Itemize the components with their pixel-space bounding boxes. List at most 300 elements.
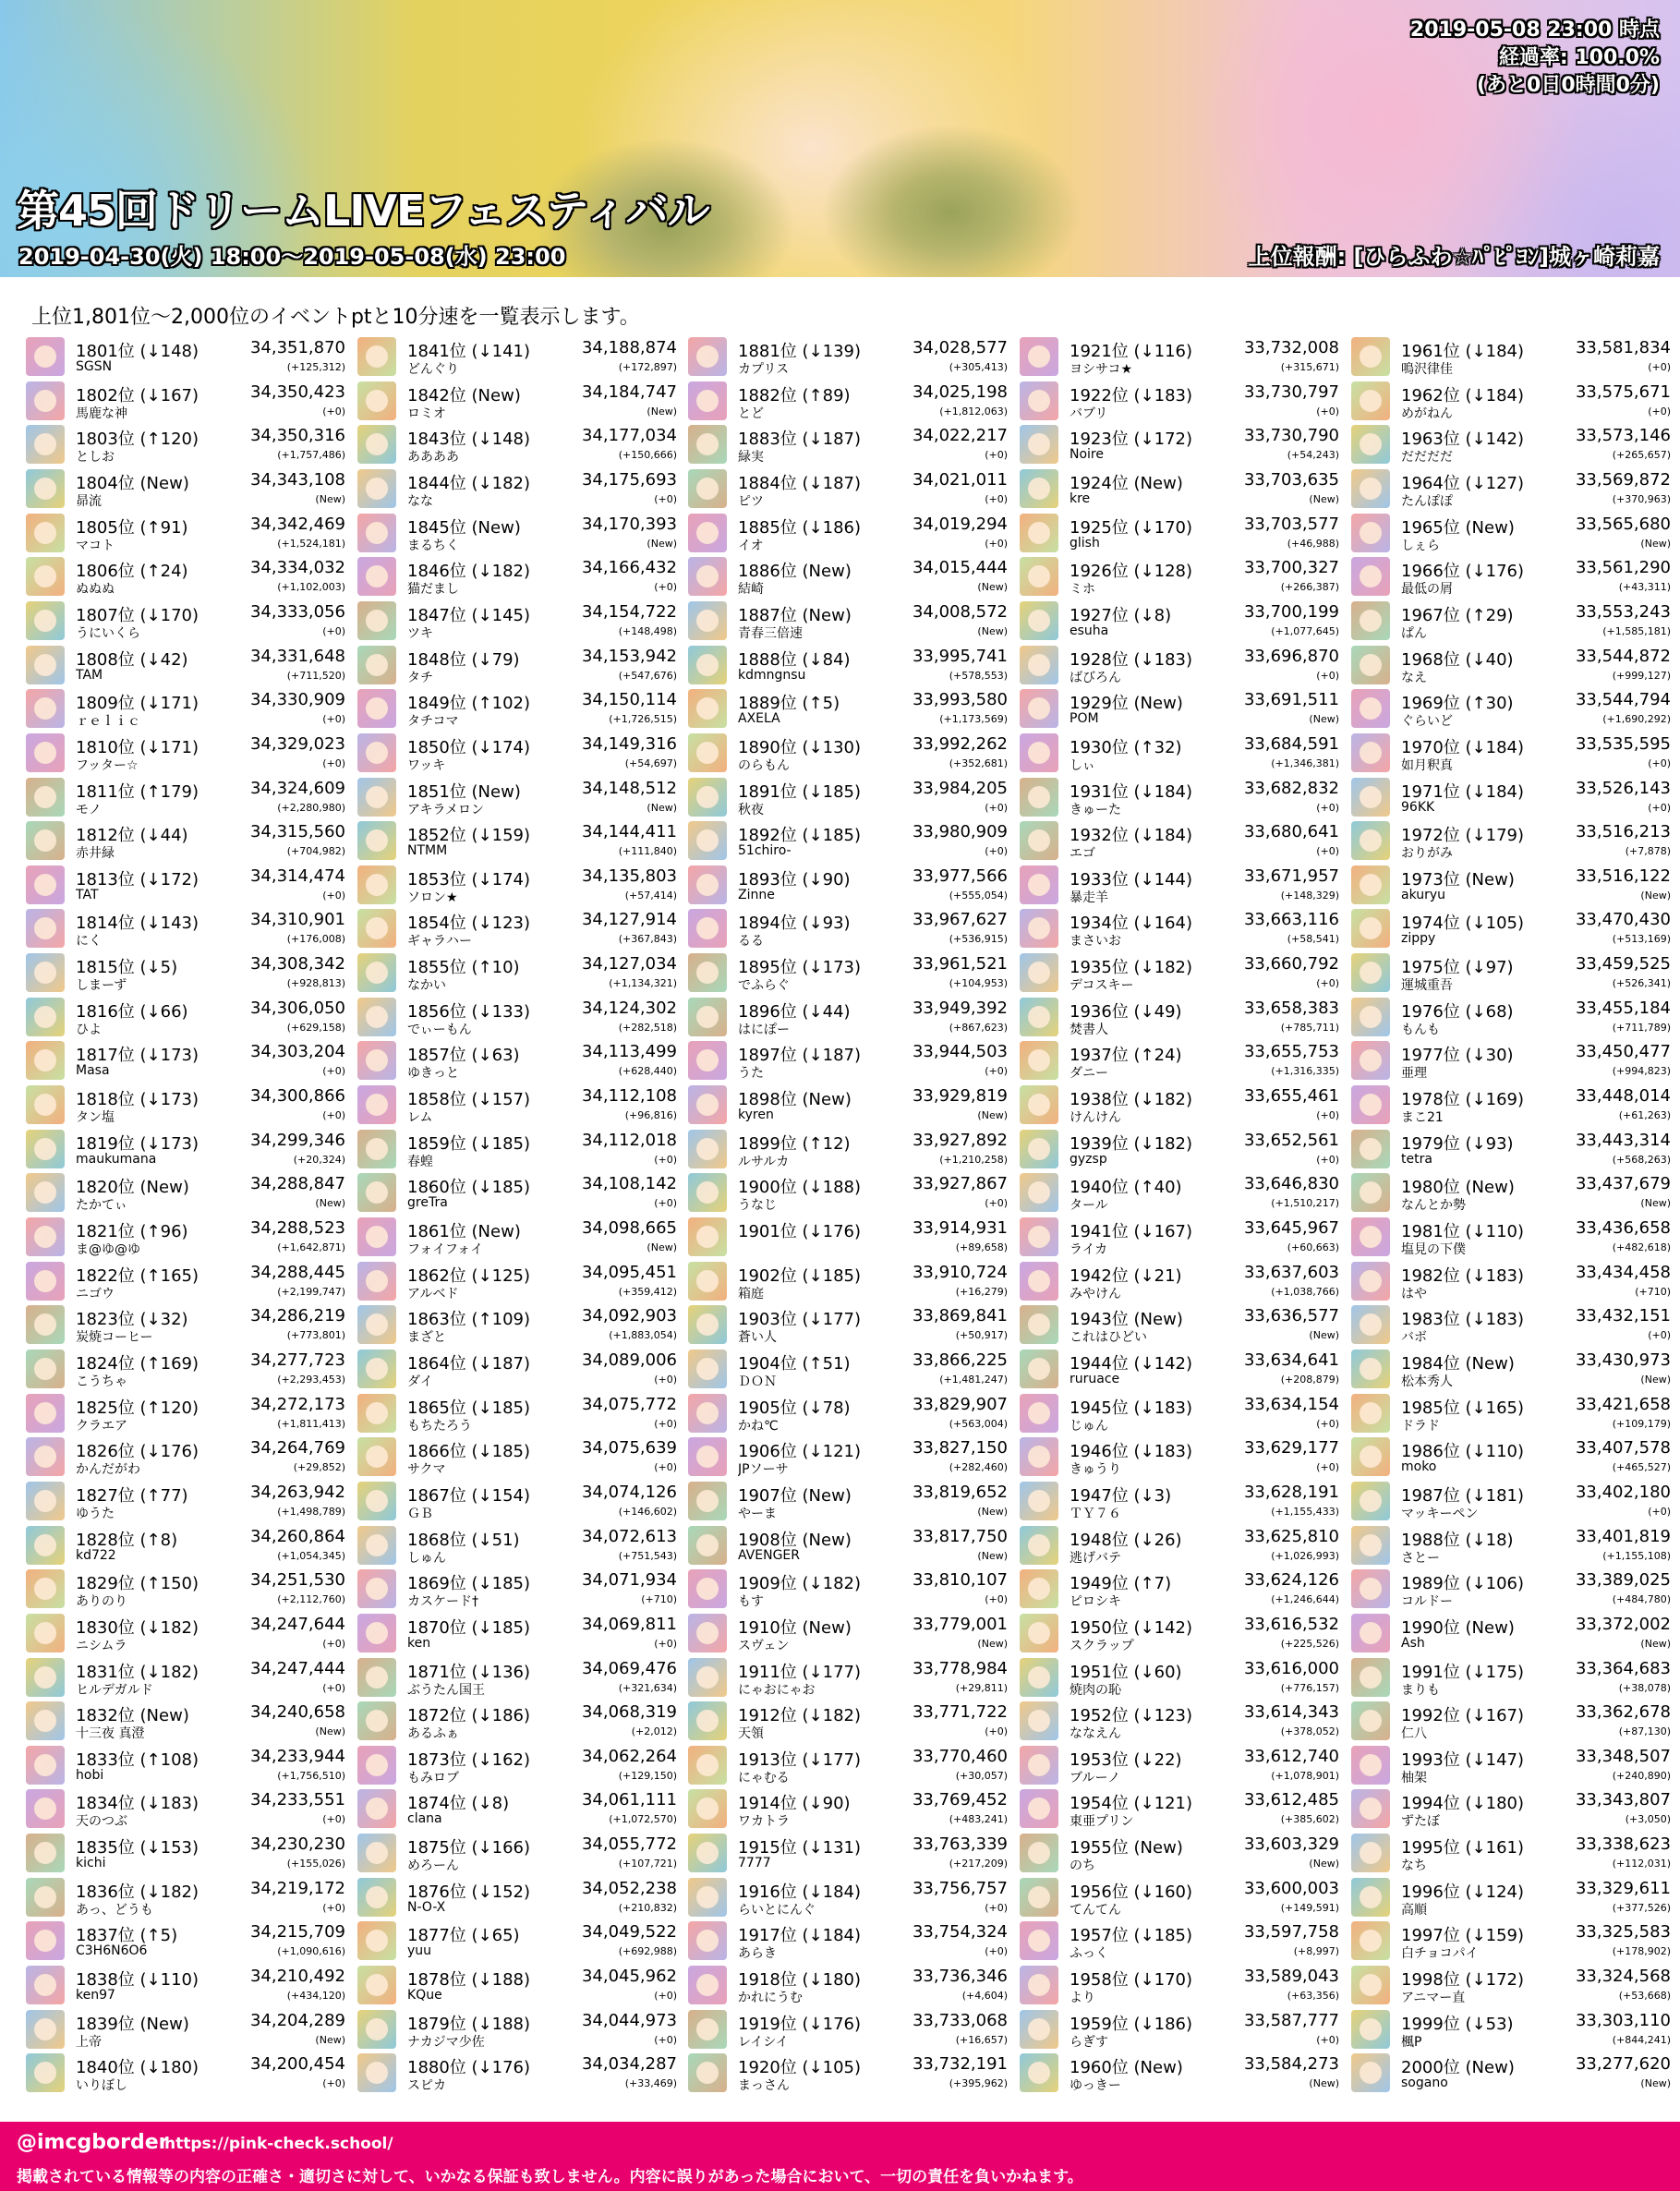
player-name: さとー bbox=[1401, 1551, 1440, 1566]
player-name: カスケード† bbox=[407, 1594, 478, 1609]
rank-label: 1813位 (↓172) bbox=[76, 870, 199, 890]
event-points: 33,684,591 bbox=[1243, 734, 1339, 754]
rank-label: 1863位 (↑109) bbox=[407, 1310, 531, 1329]
idol-avatar-icon bbox=[1351, 1130, 1390, 1168]
player-name: ブルーノ bbox=[1070, 1771, 1121, 1785]
ranking-entry bbox=[688, 511, 1008, 554]
idol-avatar-icon bbox=[1020, 909, 1058, 948]
event-points: 33,967,627 bbox=[912, 910, 1008, 929]
timestamp: 2019-05-08 23:00 時点 bbox=[1409, 18, 1660, 42]
rank-label: 1811位 (↑179) bbox=[76, 782, 199, 802]
rank-label: 1814位 (↓143) bbox=[76, 914, 199, 933]
rank-label: 1914位 (↓90) bbox=[738, 1794, 851, 1813]
event-points: 34,124,302 bbox=[581, 999, 677, 1018]
ranking-entry bbox=[1351, 1567, 1671, 1610]
ten-minute-speed: (+172,897) bbox=[618, 361, 677, 373]
ranking-entry bbox=[688, 599, 1008, 642]
rank-label: 1932位 (↓184) bbox=[1070, 826, 1193, 845]
ten-minute-speed: (+54,243) bbox=[1287, 449, 1339, 461]
ranking-entry bbox=[26, 379, 345, 422]
ranking-entry bbox=[688, 1743, 1008, 1786]
event-points: 34,310,901 bbox=[249, 910, 345, 929]
player-name: たかてぃ bbox=[76, 1198, 127, 1213]
rank-label: 1820位 (New) bbox=[76, 1178, 189, 1197]
idol-avatar-icon bbox=[1351, 1921, 1390, 1960]
ranking-entry bbox=[26, 1786, 345, 1830]
ten-minute-speed: (+0) bbox=[654, 1638, 677, 1650]
rank-label: 1922位 (↓183) bbox=[1070, 386, 1193, 406]
player-name: なな bbox=[407, 494, 433, 509]
event-points: 34,308,342 bbox=[249, 954, 345, 974]
ranking-entry bbox=[26, 1963, 345, 2006]
ranking-entry bbox=[688, 1170, 1008, 1214]
ranking-entry bbox=[1351, 1743, 1671, 1786]
rank-label: 1872位 (↓186) bbox=[407, 1706, 531, 1725]
event-points: 34,177,034 bbox=[581, 426, 677, 445]
rank-label: 1963位 (↓142) bbox=[1401, 430, 1525, 449]
rank-label: 1806位 (↑24) bbox=[76, 562, 188, 581]
event-points: 33,980,909 bbox=[912, 822, 1008, 841]
player-name: ヒルデガルド bbox=[76, 1683, 153, 1698]
ranking-entry bbox=[688, 1479, 1008, 1522]
event-points: 33,584,273 bbox=[1243, 2054, 1339, 2074]
rank-label: 1950位 (↓142) bbox=[1070, 1618, 1193, 1638]
idol-avatar-icon bbox=[688, 778, 727, 817]
header-banner bbox=[0, 0, 1680, 277]
idol-avatar-icon bbox=[688, 1217, 727, 1256]
rank-label: 1935位 (↓182) bbox=[1070, 958, 1193, 977]
event-points: 33,434,458 bbox=[1575, 1263, 1671, 1282]
player-name: ぶうたん国王 bbox=[407, 1683, 485, 1698]
ten-minute-speed: (+2,199,747) bbox=[277, 1286, 345, 1298]
ten-minute-speed: (+1,173,569) bbox=[939, 713, 1008, 725]
ranking-entry bbox=[26, 1434, 345, 1478]
ranking-entry bbox=[1351, 1523, 1671, 1567]
player-name: gyzsp bbox=[1070, 1152, 1107, 1167]
rank-label: 1804位 (New) bbox=[76, 474, 189, 493]
rank-label: 1868位 (↓51) bbox=[407, 1531, 520, 1550]
player-name: もみロブ bbox=[407, 1771, 459, 1785]
player-name: ワカトラ bbox=[738, 1814, 790, 1829]
event-points: 33,819,652 bbox=[912, 1483, 1008, 1502]
ranking-entry bbox=[1351, 906, 1671, 950]
ten-minute-speed: (+1,585,181) bbox=[1602, 625, 1671, 637]
event-points: 34,233,551 bbox=[249, 1790, 345, 1810]
rank-label: 1955位 (New) bbox=[1070, 1838, 1183, 1858]
event-points: 34,247,444 bbox=[249, 1659, 345, 1678]
event-points: 34,069,476 bbox=[581, 1659, 677, 1678]
event-points: 33,612,485 bbox=[1243, 1790, 1339, 1810]
event-points: 33,544,794 bbox=[1575, 690, 1671, 709]
ten-minute-speed: (+0) bbox=[985, 1725, 1008, 1737]
ten-minute-speed: (New) bbox=[315, 2034, 345, 2046]
event-points: 34,263,942 bbox=[249, 1483, 345, 1502]
event-points: 33,343,807 bbox=[1575, 1790, 1671, 1810]
idol-avatar-icon bbox=[1351, 1173, 1390, 1212]
ranking-entry bbox=[1351, 775, 1671, 818]
player-name: greTra bbox=[407, 1195, 448, 1210]
event-points: 34,286,219 bbox=[249, 1306, 345, 1325]
event-points: 33,730,790 bbox=[1243, 426, 1339, 445]
ranking-entry bbox=[1020, 1127, 1339, 1170]
idol-avatar-icon bbox=[26, 1966, 65, 2004]
idol-avatar-icon bbox=[1020, 1173, 1058, 1212]
ranking-entry bbox=[1020, 1083, 1339, 1126]
player-name: ずたぼ bbox=[1401, 1814, 1440, 1829]
idol-avatar-icon bbox=[1020, 1482, 1058, 1520]
idol-avatar-icon bbox=[1351, 1085, 1390, 1124]
event-points: 34,098,665 bbox=[581, 1218, 677, 1238]
ranking-entry bbox=[688, 906, 1008, 950]
idol-avatar-icon bbox=[357, 998, 396, 1036]
ranking-entry bbox=[688, 1655, 1008, 1699]
ten-minute-speed: (+1,134,321) bbox=[609, 977, 677, 989]
ten-minute-speed: (+0) bbox=[1648, 406, 1671, 418]
rank-label: 1836位 (↓182) bbox=[76, 1882, 199, 1902]
ranking-entry bbox=[688, 1567, 1008, 1610]
ranking-entry bbox=[1020, 554, 1339, 598]
ranking-entry bbox=[357, 1523, 677, 1567]
idol-avatar-icon bbox=[357, 1569, 396, 1608]
event-points: 33,421,658 bbox=[1575, 1395, 1671, 1414]
player-name: ぐらいど bbox=[1401, 714, 1453, 729]
event-points: 33,575,671 bbox=[1575, 382, 1671, 402]
event-points: 33,655,461 bbox=[1243, 1086, 1339, 1106]
event-points: 33,730,797 bbox=[1243, 382, 1339, 402]
ranking-entry bbox=[1351, 1259, 1671, 1302]
ranking-entry bbox=[26, 1391, 345, 1434]
timestamp-block bbox=[1410, 17, 1660, 100]
idol-avatar-icon bbox=[1020, 601, 1058, 640]
player-name: より bbox=[1070, 1991, 1095, 2005]
ten-minute-speed: (+0) bbox=[322, 2077, 345, 2089]
ten-minute-speed: (+0) bbox=[654, 1197, 677, 1209]
event-points: 34,299,346 bbox=[249, 1131, 345, 1150]
ranking-entry bbox=[26, 1302, 345, 1346]
ranking-entry bbox=[26, 731, 345, 774]
rank-label: 1970位 (↓184) bbox=[1401, 738, 1525, 757]
player-name: 亜理 bbox=[1401, 1066, 1427, 1081]
ten-minute-speed: (+0) bbox=[654, 581, 677, 593]
event-points: 34,112,108 bbox=[581, 1086, 677, 1106]
ranking-entry bbox=[357, 422, 677, 466]
event-points: 33,389,025 bbox=[1575, 1570, 1671, 1590]
ten-minute-speed: (+33,469) bbox=[624, 2077, 677, 2089]
ranking-entry bbox=[1020, 686, 1339, 730]
idol-avatar-icon bbox=[1351, 601, 1390, 640]
player-name: 柚架 bbox=[1401, 1771, 1427, 1785]
idol-avatar-icon bbox=[357, 1482, 396, 1520]
player-name: ＴＹ７６ bbox=[1070, 1507, 1121, 1521]
rank-label: 1915位 (↓131) bbox=[738, 1838, 862, 1858]
ranking-entry bbox=[357, 2051, 677, 2094]
event-points: 34,089,006 bbox=[581, 1350, 677, 1370]
event-points: 34,113,499 bbox=[581, 1042, 677, 1061]
player-name: レム bbox=[407, 1110, 433, 1125]
twitter-handle[interactable]: @imcgborder bbox=[17, 2131, 169, 2154]
idol-avatar-icon bbox=[1351, 778, 1390, 817]
idol-avatar-icon bbox=[1020, 1130, 1058, 1168]
player-name: にゃおにゃお bbox=[738, 1683, 816, 1698]
footer bbox=[0, 2122, 1680, 2191]
player-name: もちたろう bbox=[407, 1419, 472, 1434]
player-name: tetra bbox=[1401, 1152, 1432, 1167]
player-name: レイシイ bbox=[738, 2035, 789, 2050]
ranking-entry bbox=[1351, 554, 1671, 598]
event-points: 34,055,772 bbox=[581, 1834, 677, 1854]
idol-avatar-icon bbox=[1351, 469, 1390, 508]
player-name: ルサルカ bbox=[738, 1155, 790, 1169]
rank-label: 1961位 (↓184) bbox=[1401, 342, 1525, 361]
ten-minute-speed: (+1,078,901) bbox=[1271, 1770, 1339, 1782]
player-name: zippy bbox=[1401, 931, 1436, 946]
event-points: 33,277,620 bbox=[1575, 2054, 1671, 2074]
event-points: 33,927,892 bbox=[912, 1131, 1008, 1150]
rank-label: 1971位 (↓184) bbox=[1401, 782, 1525, 802]
event-points: 34,092,903 bbox=[581, 1306, 677, 1325]
event-points: 34,288,847 bbox=[249, 1174, 345, 1193]
event-points: 34,300,866 bbox=[249, 1086, 345, 1106]
player-name: 松本秀人 bbox=[1401, 1374, 1453, 1389]
ten-minute-speed: (New) bbox=[977, 1506, 1008, 1518]
ten-minute-speed: (New) bbox=[315, 1725, 345, 1737]
ranking-entry bbox=[1351, 1391, 1671, 1434]
ten-minute-speed: (+0) bbox=[654, 2034, 677, 2046]
ranking-entry bbox=[26, 1083, 345, 1126]
rank-label: 1975位 (↓97) bbox=[1401, 958, 1514, 977]
event-points: 34,062,264 bbox=[581, 1747, 677, 1766]
idol-avatar-icon bbox=[357, 1701, 396, 1740]
player-name: ツキ bbox=[407, 626, 433, 641]
idol-avatar-icon bbox=[1020, 1350, 1058, 1388]
rank-label: 1878位 (↓188) bbox=[407, 1970, 531, 1990]
ranking-entry bbox=[357, 1127, 677, 1170]
rank-label: 1966位 (↓176) bbox=[1401, 562, 1525, 581]
ten-minute-speed: (+155,026) bbox=[286, 1858, 345, 1870]
player-name: 蒼い人 bbox=[738, 1330, 777, 1345]
idol-avatar-icon bbox=[688, 646, 727, 684]
ten-minute-speed: (+240,890) bbox=[1612, 1770, 1671, 1782]
player-name: うなじ bbox=[738, 1198, 777, 1213]
event-points: 33,993,580 bbox=[912, 690, 1008, 709]
player-name: ギャラハー bbox=[407, 934, 472, 949]
event-points: 34,351,870 bbox=[249, 338, 345, 357]
ranking-entry bbox=[357, 334, 677, 378]
ten-minute-speed: (+370,963) bbox=[1612, 493, 1671, 505]
rank-label: 1988位 (↓18) bbox=[1401, 1531, 1514, 1550]
idol-avatar-icon bbox=[357, 1921, 396, 1960]
ranking-entry bbox=[357, 1259, 677, 1302]
ten-minute-speed: (+578,553) bbox=[949, 670, 1008, 682]
rank-label: 1945位 (↓183) bbox=[1070, 1398, 1193, 1418]
ten-minute-speed: (New) bbox=[1309, 493, 1339, 505]
idol-avatar-icon bbox=[1020, 821, 1058, 860]
player-name: でふらぐ bbox=[738, 978, 790, 993]
idol-avatar-icon bbox=[26, 1085, 65, 1124]
idol-avatar-icon bbox=[688, 1262, 727, 1301]
idol-avatar-icon bbox=[1020, 1394, 1058, 1433]
event-points: 33,680,641 bbox=[1243, 822, 1339, 841]
ten-minute-speed: (New) bbox=[977, 1638, 1008, 1650]
rank-label: 1989位 (↓106) bbox=[1401, 1574, 1525, 1593]
rank-label: 1812位 (↓44) bbox=[76, 826, 188, 845]
event-points: 33,736,346 bbox=[912, 1967, 1008, 1986]
event-points: 34,154,722 bbox=[581, 602, 677, 622]
ten-minute-speed: (New) bbox=[1309, 1329, 1339, 1341]
player-name: あらき bbox=[738, 1946, 777, 1961]
player-name: ばびろん bbox=[1070, 671, 1121, 685]
ten-minute-speed: (+146,602) bbox=[618, 1506, 677, 1518]
rank-label: 1897位 (↓187) bbox=[738, 1046, 862, 1065]
player-name: うにいくら bbox=[76, 626, 140, 641]
player-name: 96KK bbox=[1401, 800, 1435, 815]
ten-minute-speed: (+208,879) bbox=[1280, 1374, 1339, 1386]
rank-label: 1918位 (↓180) bbox=[738, 1970, 862, 1990]
ten-minute-speed: (+57,414) bbox=[624, 890, 677, 902]
site-link[interactable]: https://pink-check.school/ bbox=[164, 2135, 393, 2153]
player-name: 天のつぶ bbox=[76, 1814, 127, 1829]
player-name: スピカ bbox=[407, 2078, 446, 2093]
event-points: 33,634,641 bbox=[1243, 1350, 1339, 1370]
player-name: バブリ bbox=[1070, 406, 1108, 421]
ranking-entry bbox=[688, 643, 1008, 686]
rank-label: 1860位 (↓185) bbox=[407, 1178, 531, 1197]
rank-label: 1997位 (↓159) bbox=[1401, 1926, 1525, 1945]
ranking-entry bbox=[1351, 1434, 1671, 1478]
idol-avatar-icon bbox=[1020, 1746, 1058, 1785]
event-points: 33,696,870 bbox=[1243, 647, 1339, 666]
rank-label: 1840位 (↓180) bbox=[76, 2058, 199, 2077]
ten-minute-speed: (+0) bbox=[1316, 1418, 1339, 1430]
event-points: 34,288,523 bbox=[249, 1218, 345, 1238]
ranking-entry bbox=[1351, 1963, 1671, 2006]
rank-label: 1805位 (↑91) bbox=[76, 518, 188, 538]
top-reward: 上位報酬: [ひらふわ☆ﾊﾟﾋﾟﾖﾝ]城ヶ崎莉嘉 bbox=[1248, 244, 1660, 270]
event-points: 34,247,644 bbox=[249, 1615, 345, 1634]
player-name: ピロシキ bbox=[1070, 1594, 1121, 1609]
rank-label: 1952位 (↓123) bbox=[1070, 1706, 1193, 1725]
player-name: ｒｅｌｉｃ bbox=[76, 714, 140, 729]
ranking-entry bbox=[1351, 334, 1671, 378]
event-points: 34,240,658 bbox=[249, 1702, 345, 1722]
event-points: 34,075,772 bbox=[581, 1395, 677, 1414]
event-points: 34,184,747 bbox=[581, 382, 677, 402]
ten-minute-speed: (+305,413) bbox=[949, 361, 1008, 373]
idol-avatar-icon bbox=[26, 1569, 65, 1608]
ten-minute-speed: (+7,878) bbox=[1625, 845, 1671, 857]
idol-avatar-icon bbox=[1351, 1350, 1390, 1388]
player-name: esuha bbox=[1070, 623, 1109, 638]
player-name: 運城重吾 bbox=[1401, 978, 1453, 993]
rank-label: 1933位 (↓144) bbox=[1070, 870, 1193, 890]
event-points: 34,112,018 bbox=[581, 1131, 677, 1150]
event-points: 33,944,503 bbox=[912, 1042, 1008, 1061]
player-name: じゅん bbox=[1070, 1419, 1108, 1434]
rank-label: 1995位 (↓161) bbox=[1401, 1838, 1525, 1858]
idol-avatar-icon bbox=[1020, 646, 1058, 684]
list-description: 上位1,801位～2,000位のイベントptと10分速を一覧表示します。 bbox=[31, 306, 640, 329]
ranking-entry bbox=[688, 731, 1008, 774]
ten-minute-speed: (+111,840) bbox=[618, 845, 677, 857]
rank-label: 1924位 (New) bbox=[1070, 474, 1183, 493]
idol-avatar-icon bbox=[688, 1526, 727, 1565]
player-name: glish bbox=[1070, 536, 1100, 551]
ten-minute-speed: (+2,012) bbox=[631, 1725, 677, 1737]
ten-minute-speed: (+0) bbox=[1648, 361, 1671, 373]
idol-avatar-icon bbox=[688, 1746, 727, 1785]
rank-label: 1929位 (New) bbox=[1070, 694, 1183, 713]
rank-label: 1889位 (↑5) bbox=[738, 694, 840, 713]
idol-avatar-icon bbox=[688, 1482, 727, 1520]
ten-minute-speed: (+38,078) bbox=[1618, 1682, 1671, 1694]
rank-label: 1842位 (New) bbox=[407, 386, 521, 406]
ranking-entry bbox=[357, 775, 677, 818]
ranking-entry bbox=[357, 643, 677, 686]
ten-minute-speed: (+58,541) bbox=[1287, 933, 1339, 945]
player-name: ありのり bbox=[76, 1594, 127, 1609]
ten-minute-speed: (+266,387) bbox=[1280, 581, 1339, 593]
event-points: 34,219,172 bbox=[249, 1879, 345, 1898]
idol-avatar-icon bbox=[1351, 2010, 1390, 2049]
event-points: 33,516,213 bbox=[1575, 822, 1671, 841]
ten-minute-speed: (+526,341) bbox=[1612, 977, 1671, 989]
idol-avatar-icon bbox=[26, 469, 65, 508]
ten-minute-speed: (+0) bbox=[322, 1902, 345, 1914]
idol-avatar-icon bbox=[688, 821, 727, 860]
idol-avatar-icon bbox=[1351, 1437, 1390, 1476]
event-points: 34,069,811 bbox=[581, 1615, 677, 1634]
idol-avatar-icon bbox=[1351, 1789, 1390, 1828]
ten-minute-speed: (+176,008) bbox=[286, 933, 345, 945]
player-name: yuu bbox=[407, 1943, 432, 1958]
rank-label: 1822位 (↑165) bbox=[76, 1266, 199, 1286]
idol-avatar-icon bbox=[688, 1789, 727, 1828]
ranking-entry bbox=[1351, 1127, 1671, 1170]
player-name: タチコマ bbox=[407, 714, 459, 729]
ten-minute-speed: (+0) bbox=[985, 845, 1008, 857]
rank-label: 1958位 (↓170) bbox=[1070, 1970, 1193, 1990]
event-points: 33,984,205 bbox=[912, 779, 1008, 798]
ten-minute-speed: (+1,883,054) bbox=[609, 1329, 677, 1341]
ten-minute-speed: (New) bbox=[647, 1241, 677, 1253]
rank-label: 1972位 (↓179) bbox=[1401, 826, 1525, 845]
ranking-entry bbox=[1020, 1479, 1339, 1522]
player-name: kdmngnsu bbox=[738, 668, 806, 683]
ranking-entry bbox=[1351, 466, 1671, 510]
event-points: 34,149,316 bbox=[581, 734, 677, 754]
player-name: ナカジマ少佐 bbox=[407, 2035, 485, 2050]
event-points: 33,324,568 bbox=[1575, 1967, 1671, 1986]
player-name: ふっく bbox=[1070, 1946, 1108, 1961]
player-name: 仁八 bbox=[1401, 1726, 1427, 1741]
event-points: 34,072,613 bbox=[581, 1527, 677, 1546]
idol-avatar-icon bbox=[357, 1834, 396, 1872]
idol-avatar-icon bbox=[688, 1350, 727, 1388]
event-points: 33,771,722 bbox=[912, 1702, 1008, 1722]
ten-minute-speed: (+773,801) bbox=[286, 1329, 345, 1341]
idol-avatar-icon bbox=[688, 1085, 727, 1124]
ranking-entry bbox=[688, 554, 1008, 598]
idol-avatar-icon bbox=[688, 1569, 727, 1608]
event-points: 33,401,819 bbox=[1575, 1527, 1671, 1546]
player-name: NTMM bbox=[407, 843, 448, 858]
event-points: 33,612,740 bbox=[1243, 1747, 1339, 1766]
ranking-entry bbox=[1020, 863, 1339, 906]
ten-minute-speed: (New) bbox=[647, 538, 677, 550]
event-points: 33,637,603 bbox=[1243, 1263, 1339, 1282]
player-name: 昴流 bbox=[76, 494, 102, 509]
event-points: 33,432,151 bbox=[1575, 1306, 1671, 1325]
